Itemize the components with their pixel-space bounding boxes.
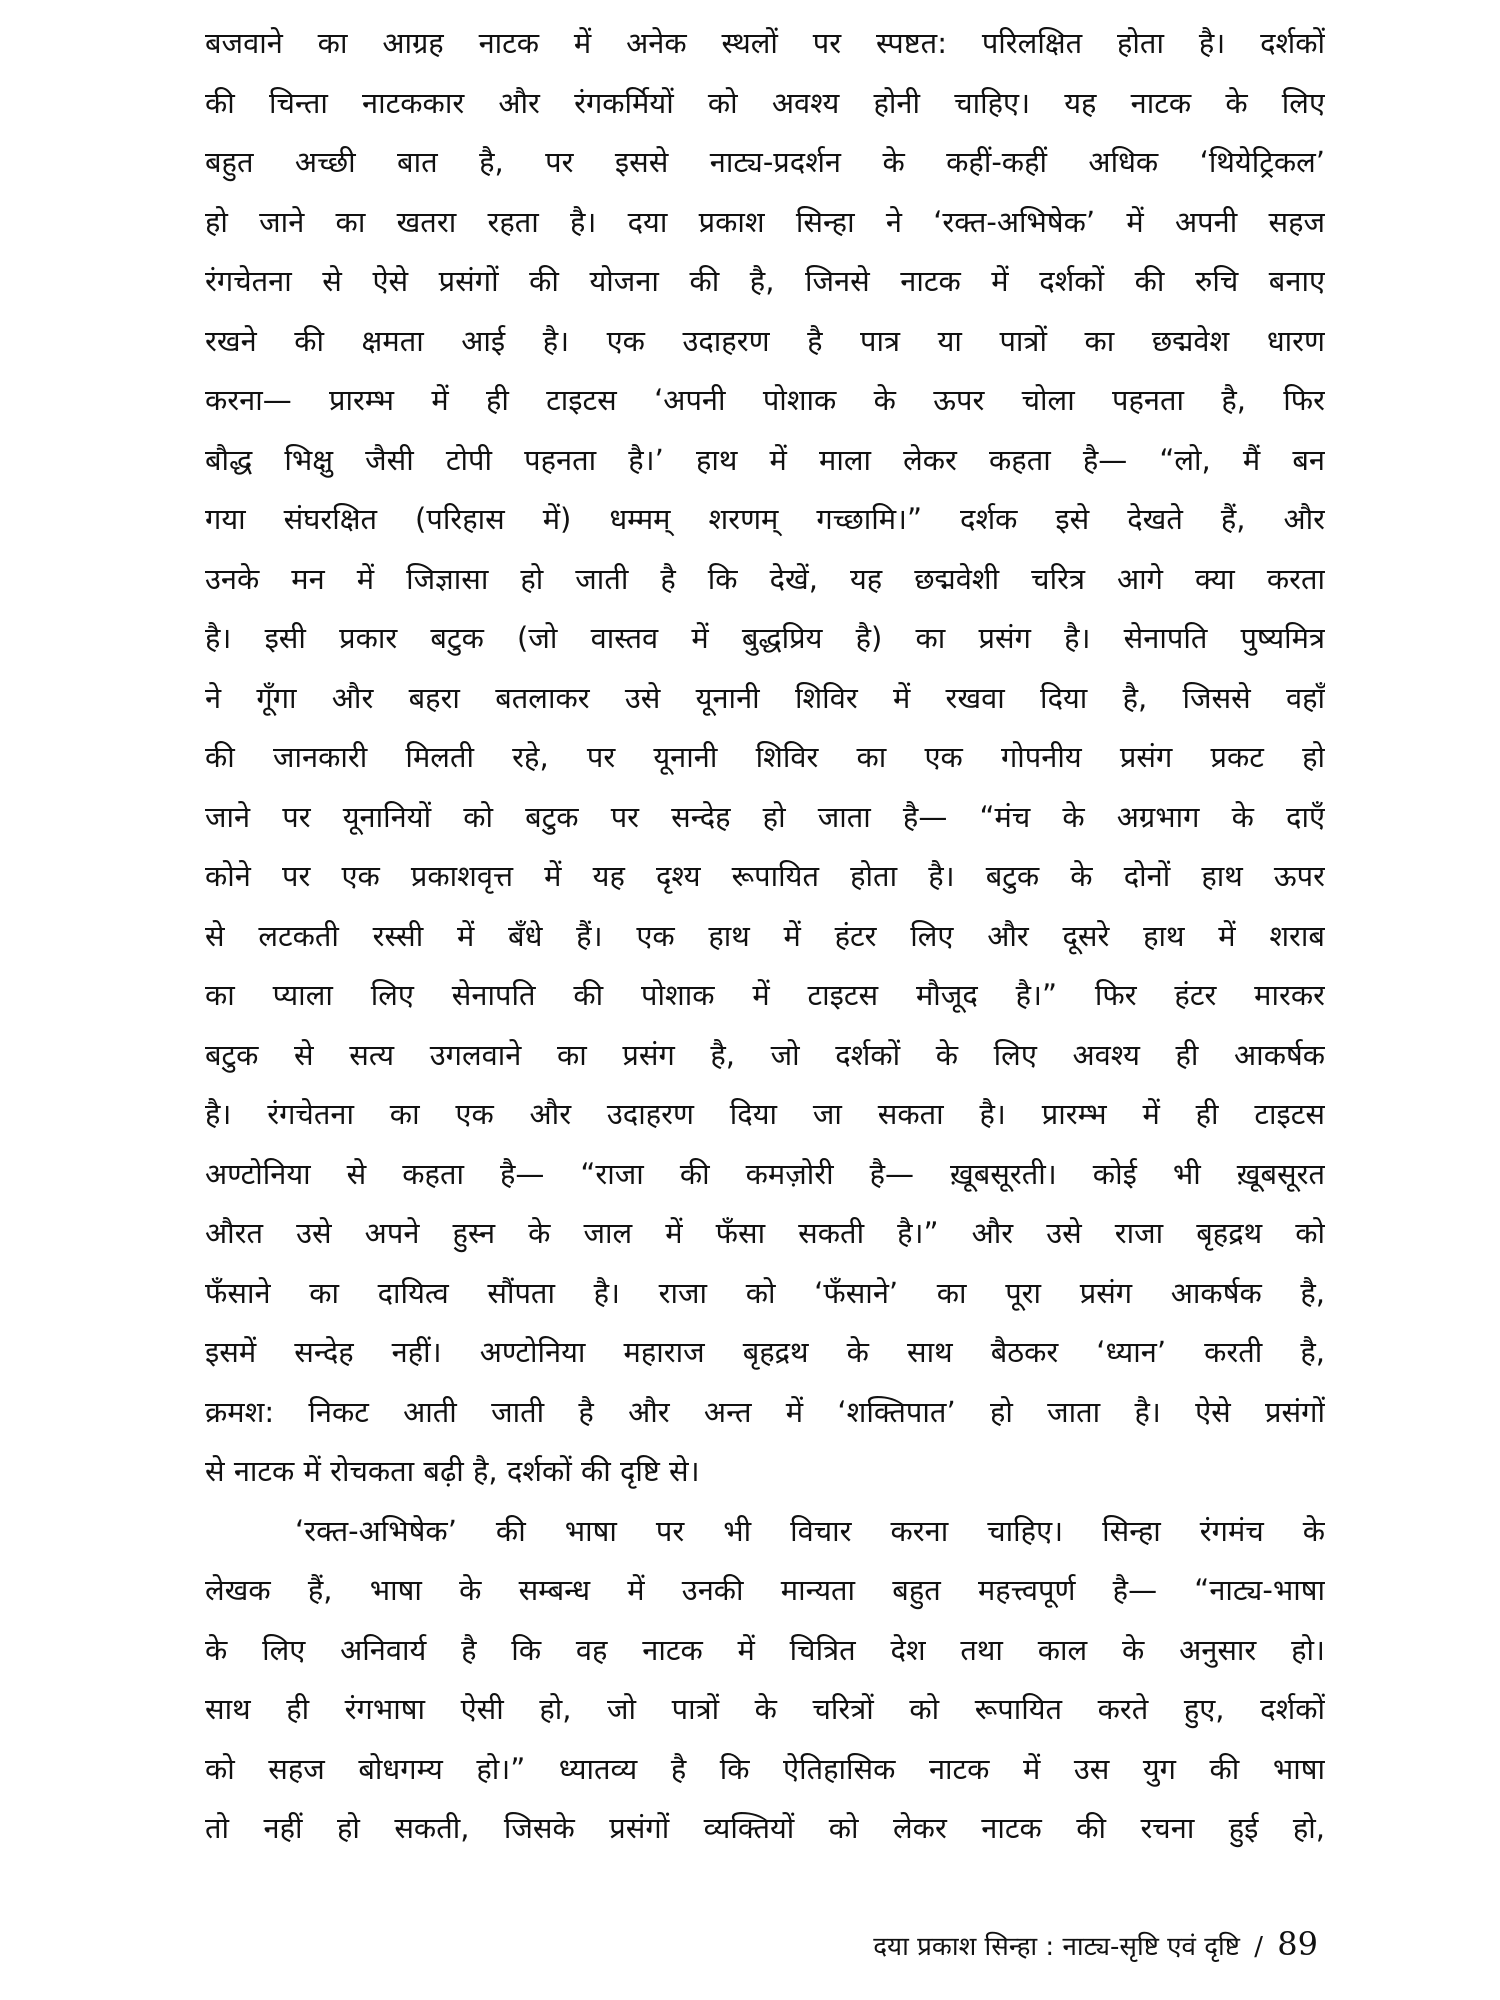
text-line: लेखक हैं, भाषा के सम्बन्ध में उनकी मान्यता बहुत महत्त्वपूर्ण है— “नाट्य-भाषा: [205, 1573, 1325, 1607]
text-line: अण्टोनिया से कहता है— “राजा की कमज़ोरी है— ख़ूबसूरती। कोई भी ख़ूबसूरत: [205, 1156, 1325, 1191]
text-line: क्रमश: निकट आती जाती है और अन्त में ‘शक्तिपात’ हो जाता है। ऐसे प्रसंगों: [205, 1394, 1325, 1429]
text-line: कोने पर एक प्रकाशवृत्त में यह दृश्य रूपायित होता है। बटुक के दोनों हाथ ऊपर: [205, 859, 1325, 893]
text-line: से नाटक में रोचकता बढ़ी है, दर्शकों की दृष्टि से।: [205, 1454, 700, 1488]
text-line: तो नहीं हो सकती, जिसके प्रसंगों व्यक्तियों को लेकर नाटक की रचना हुई हो,: [205, 1811, 1325, 1845]
text-line: है। इसी प्रकार बटुक (जो वास्तव में बुद्धप्रिय है) का प्रसंग है। सेनापति पुष्यमित्र: [205, 621, 1325, 655]
text-line: है। रंगचेतना का एक और उदाहरण दिया जा सकता है। प्रारम्भ में ही टाइटस: [205, 1097, 1325, 1131]
text-line: रंगचेतना से ऐसे प्रसंगों की योजना की है, जिनसे नाटक में दर्शकों की रुचि बनाए: [205, 264, 1325, 298]
text-line: ने गूँगा और बहरा बतलाकर उसे यूनानी शिविर में रखवा दिया है, जिससे वहाँ: [205, 680, 1325, 715]
text-line: हो जाने का खतरा रहता है। दया प्रकाश सिन्हा ने ‘रक्त-अभिषेक’ में अपनी सहज: [205, 204, 1325, 239]
body-text: [205, 14, 1325, 1859]
text-line: जाने पर यूनानियों को बटुक पर सन्देह हो जाता है— “मंच के अग्रभाग के दाएँ: [205, 799, 1325, 834]
page-number: 89: [1277, 1925, 1318, 1963]
text-line: बजवाने का आग्रह नाटक में अनेक स्थलों पर स्पष्टत: परिलक्षित होता है। दर्शकों: [205, 26, 1325, 60]
text-line: करना— प्रारम्भ में ही टाइटस ‘अपनी पोशाक के ऊपर चोला पहनता है, फिर: [205, 383, 1325, 417]
footer-separator: /: [1254, 1932, 1264, 1962]
text-line: बहुत अच्छी बात है, पर इससे नाट्य-प्रदर्शन के कहीं-कहीं अधिक ‘थियेट्रिकल’: [205, 145, 1325, 179]
text-line: फँसाने का दायित्व सौंपता है। राजा को ‘फँसाने’ का पूरा प्रसंग आकर्षक है,: [205, 1275, 1325, 1310]
text-line: के लिए अनिवार्य है कि वह नाटक में चित्रित देश तथा काल के अनुसार हो।: [205, 1632, 1325, 1667]
text-line: की जानकारी मिलती रहे, पर यूनानी शिविर का एक गोपनीय प्रसंग प्रकट हो: [205, 740, 1325, 774]
text-line: बौद्ध भिक्षु जैसी टोपी पहनता है।’ हाथ में माला लेकर कहता है— “लो, मैं बन: [205, 442, 1325, 477]
text-line: गया संघरक्षित (परिहास में) धम्मम् शरणम् गच्छामि।” दर्शक इसे देखते हैं, और: [205, 502, 1325, 536]
text-line: रखने की क्षमता आई है। एक उदाहरण है पात्र या पात्रों का छद्मवेश धारण: [205, 323, 1325, 358]
text-line: की चिन्ता नाटककार और रंगकर्मियों को अवश्य होनी चाहिए। यह नाटक के लिए: [205, 85, 1325, 120]
page-footer: [873, 1924, 1318, 1967]
text-line: औरत उसे अपने हुस्न के जाल में फँसा सकती है।” और उसे राजा बृहद्रथ को: [205, 1216, 1325, 1250]
text-line: इसमें सन्देह नहीं। अण्टोनिया महाराज बृहद्रथ के साथ बैठकर ‘ध्यान’ करती है,: [205, 1335, 1325, 1369]
text-line: साथ ही रंगभाषा ऐसी हो, जो पात्रों के चरित्रों को रूपायित करते हुए, दर्शकों: [205, 1692, 1325, 1726]
text-line: को सहज बोधगम्य हो।” ध्यातव्य है कि ऐतिहासिक नाटक में उस युग की भाषा: [205, 1751, 1325, 1786]
text-line: बटुक से सत्य उगलवाने का प्रसंग है, जो दर्शकों के लिए अवश्य ही आकर्षक: [205, 1037, 1325, 1072]
text-line: उनके मन में जिज्ञासा हो जाती है कि देखें, यह छद्मवेशी चरित्र आगे क्या करता: [205, 561, 1325, 596]
text-line: से लटकती रस्सी में बँधे हैं। एक हाथ में हंटर लिए और दूसरे हाथ में शराब: [205, 918, 1325, 953]
text-line: का प्याला लिए सेनापति की पोशाक में टाइटस मौजूद है।” फिर हंटर मारकर: [205, 978, 1325, 1012]
running-title: दया प्रकाश सिन्हा : नाट्य-सृष्टि एवं दृष्टि: [873, 1932, 1240, 1962]
text-line: ‘रक्त-अभिषेक’ की भाषा पर भी विचार करना चाहिए। सिन्हा रंगमंच के: [295, 1513, 1325, 1548]
